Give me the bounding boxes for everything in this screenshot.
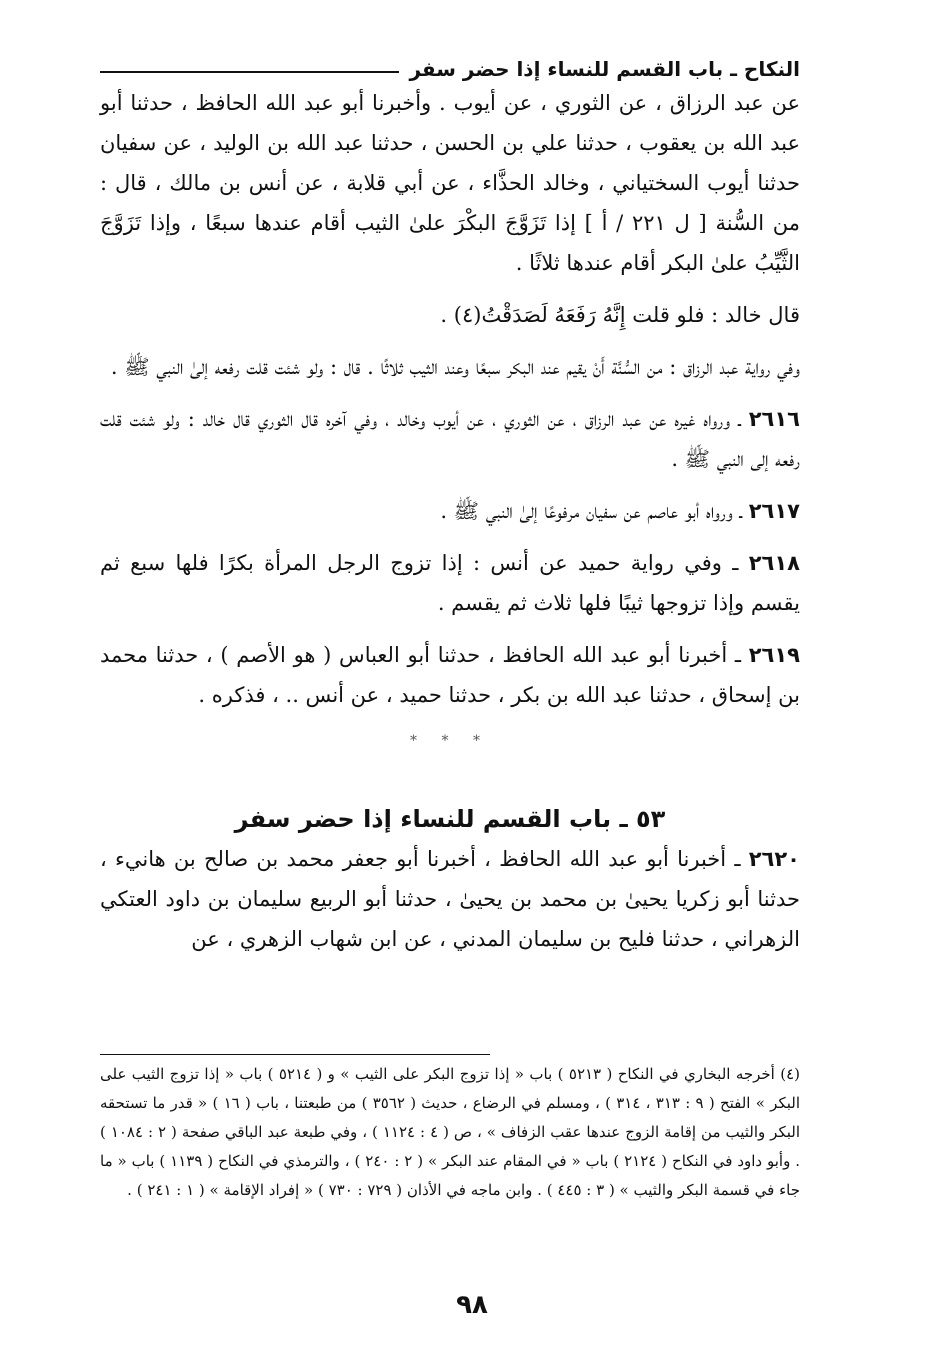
hadith-number: ٢٦١٧ [748, 499, 800, 523]
hadith-2619 [100, 635, 800, 715]
footnote-rule [100, 1054, 490, 1055]
intro-paragraph: عن عبد الرزاق ، عن الثوري ، عن أيوب . وأخبرنا أبو عبد الله الحافظ ، حدثنا أبو عبد الله بن يعقوب ، حدثنا علي بن الحسن ، حدثنا عبد الله بن الوليد ، عن سفيان حدثنا أيوب السختياني ، وخالد الحذَّاء ، عن أبي قلابة ، عن أنس بن مالك ، قال : من السُّنة [ ل ٢٢١ / أ ] إذا تَزَوَّجَ البكْرَ علىٰ الثيب أقام عندها سبعًا ، وإذا تَزَوَّجَ الثَّيِّبُ علىٰ البكر أقام عندها ثلاثًا . [100, 91, 800, 275]
hadith-text: ـ أخبرنا أبو عبد الله الحافظ ، أخبرنا أبو جعفر محمد بن صالح بن هانيء ، حدثنا أبو زكريا يحيىٰ بن محمد بن يحيىٰ ، حدثنا أبو الربيع سليمان بن داود العتكي الزهراني ، حدثنا فليح بن سليمان المدني ، عن ابن شهاب الزهري ، عن [100, 847, 800, 951]
page-number: ٩٨ [456, 1290, 488, 1320]
header-rule [100, 71, 399, 73]
hadith-number: ٢٦١٨ [748, 551, 800, 575]
page-content [100, 55, 800, 959]
hadith-2618 [100, 543, 800, 623]
footnote: (٤) أخرجه البخاري في النكاح ( ٥٢١٣ ) باب « إذا تزوج البكر على الثيب » و ( ٥٢١٤ ) باب « إذا تزوج الثيب على البكر » الفتح ( ٩ : ٣١٣ ، ٣١٤ ) ، ومسلم في الرضاع ، حديث ( ٣٥٦٢ ) من طبعتنا ، باب ( ١٦ ) « قدر ما تستحقه البكر والثيب من إقامة الزوج عندها عقب الزفاف » ، ص ( ٤ : ١١٢٤ ) ، وفي طبعة عبد الباقي صفحة ( ٢ : ١٠٨٤ ) . وأبو داود في النكاح ( ٢١٢٤ ) باب « في المقام عند البكر » ( ٢ : ٢٤٠ ) ، والترمذي في النكاح ( ١١٣٩ ) باب « ما جاء في قسمة البكر والثيب » ( ٣ : ٤٤٥ ) . وابن ماجه في الأذان ( ٧٢٩ : ٧٣٠ ) « إفراد الإقامة » ( ١ : ٢٤١ ) . [100, 1065, 801, 1199]
running-header [100, 55, 800, 83]
hadith-number: ٢٦١٩ [748, 643, 800, 667]
hadith-text: ـ ورواه أبو عاصم عن سفيان مرفوعًا إلىٰ النبي ﷺ . [440, 499, 749, 523]
khalid-paragraph: قال خالد : فلو قلت إِنَّهُ رَفَعَهُ لَصَدَقْتُ(٤) . [440, 303, 800, 327]
hadith-2620 [100, 839, 800, 959]
section-separator: * * * [410, 733, 490, 749]
hadith-number: ٢٦٢٠ [748, 847, 800, 871]
running-title: النكاح ـ باب القسم للنساء إذا حضر سفر [409, 57, 800, 81]
chapter-heading: ٥٣ ـ باب القسم للنساء إذا حضر سفر [234, 805, 666, 833]
hadith-text: ـ أخبرنا أبو عبد الله الحافظ ، حدثنا أبو العباس ( هو الأصم ) ، حدثنا محمد بن إسحاق ، حدثنا عبد الله بن بكر ، حدثنا حميد ، عن أنس .. ، فذكره . [100, 643, 800, 707]
riwaya-paragraph: وفي رواية عبد الرزاق : من السُّنَّة أَنْ يقيم عند البكر سبعًا وعند الثيب ثلاثًا . قال : ولو شئت قلت رفعه إلىٰ النبي ﷺ . [110, 355, 800, 379]
hadith-2617 [100, 491, 800, 531]
hadith-2616 [100, 399, 800, 479]
hadith-text: ـ ورواه غيره عن عبد الرزاق ، عن الثوري ، عن أيوب وخالد ، وفي آخره قال الثوري قال خالد : ولو شئت قلت رفعه إلى النبي ﷺ . [100, 407, 800, 471]
hadith-text: ـ وفي رواية حميد عن أنس : إذا تزوج الرجل المرأة بكرًا فلها سبع ثم يقسم وإذا تزوجها ثيبًا فلها ثلاث ثم يقسم . [100, 551, 800, 615]
hadith-number: ٢٦١٦ [748, 407, 800, 431]
